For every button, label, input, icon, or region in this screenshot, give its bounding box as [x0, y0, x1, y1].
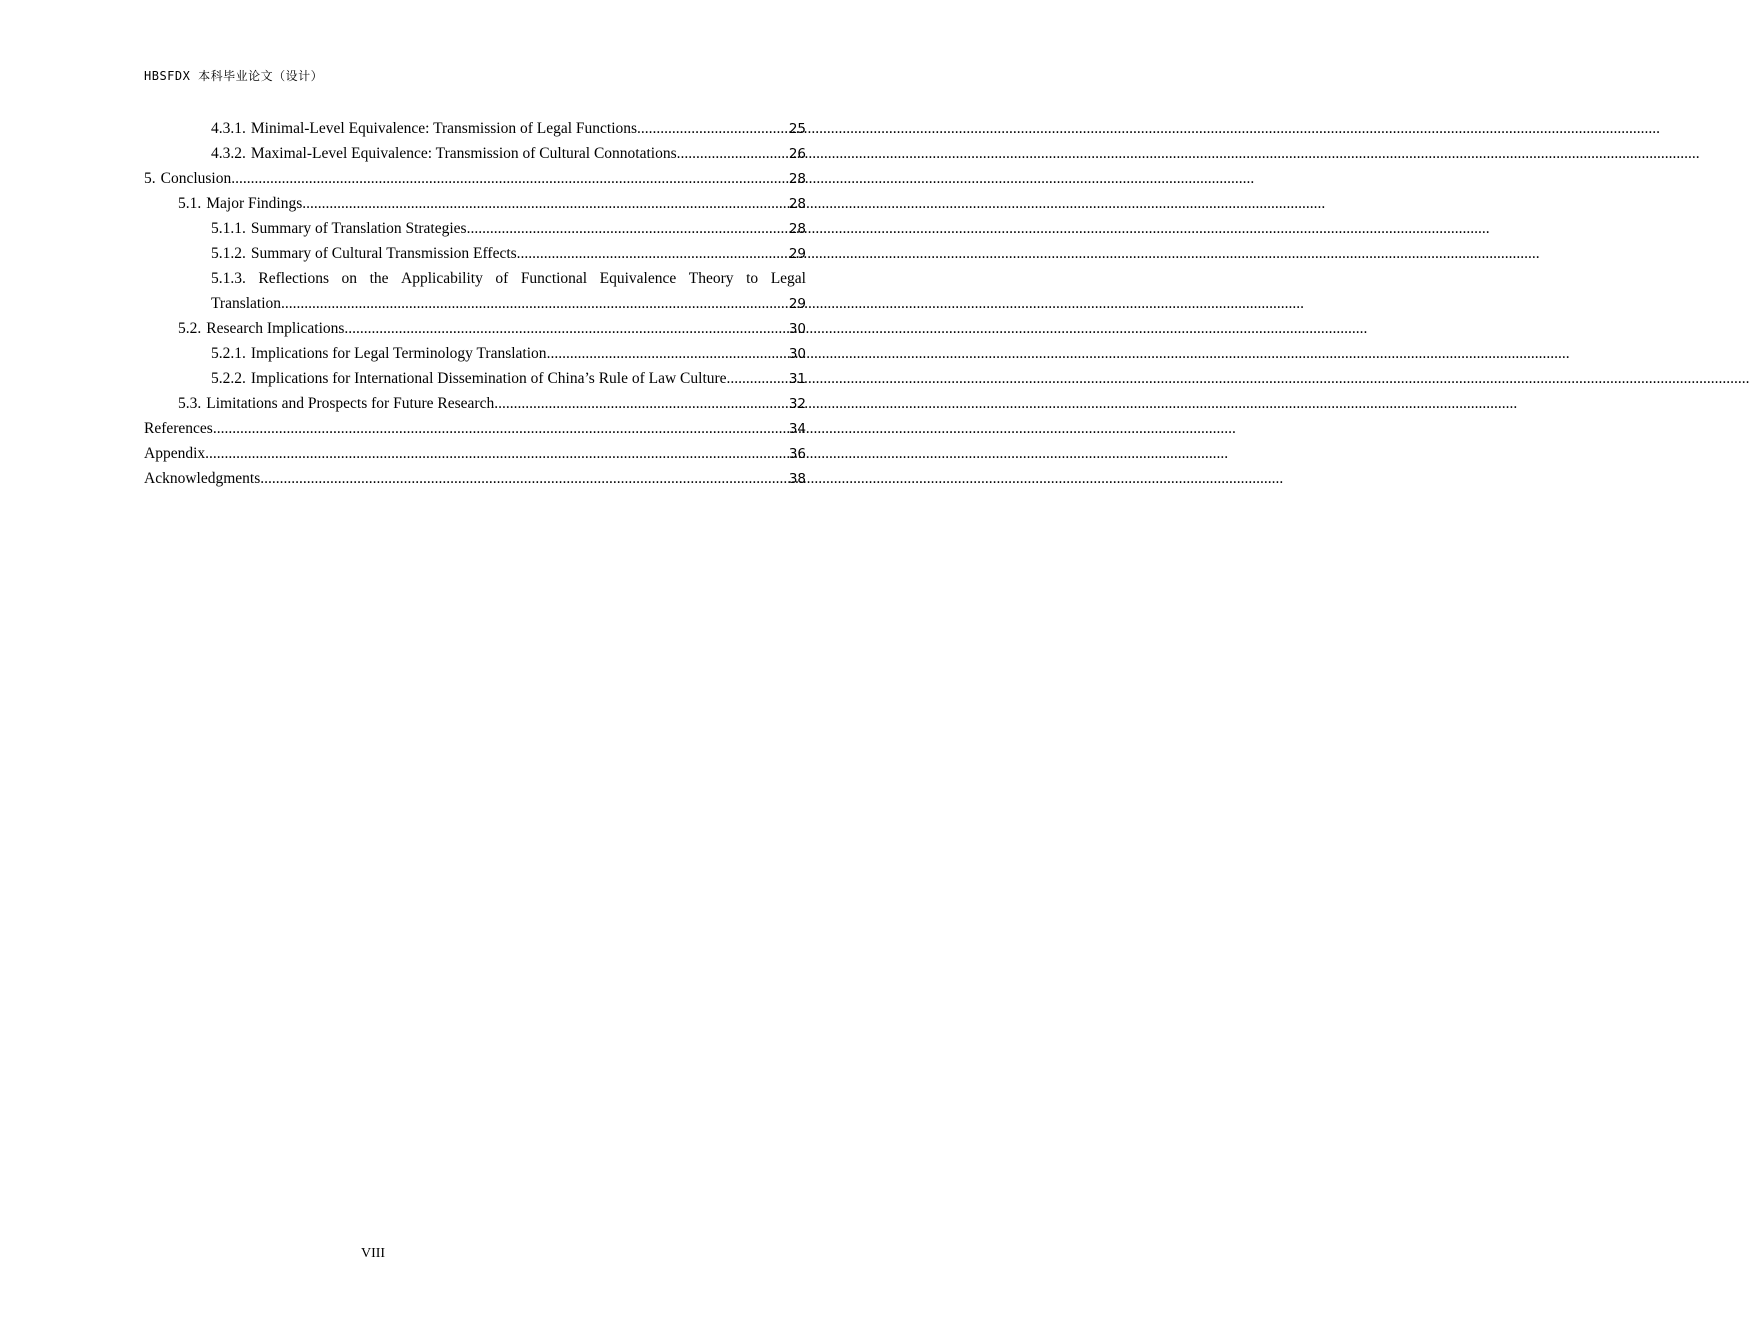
toc-entry-references[interactable] [144, 416, 806, 441]
toc-leader-dots [344, 316, 788, 341]
toc-leader-dots [231, 166, 789, 191]
toc-entry-title: Major Findings [206, 195, 303, 212]
toc-entry-title: Acknowledgments [144, 470, 261, 487]
toc-leader-dots [467, 216, 789, 241]
toc-entry-title: Appendix [144, 445, 206, 462]
toc-entry-page: 36 [788, 446, 806, 462]
toc-entry-5-3[interactable] [144, 391, 806, 416]
toc-title-word: Functional [520, 270, 588, 287]
toc-leader-dots [213, 416, 789, 441]
toc-leader-dots [281, 291, 789, 316]
toc-entry-page: 32 [788, 396, 806, 412]
toc-leader-dots [677, 141, 789, 166]
toc-entry-number: 5.2. [178, 320, 202, 337]
toc-entry-5-2-1[interactable] [144, 341, 806, 366]
toc-title-word: Legal [770, 270, 806, 287]
toc-entry-number: 4.3.1. [211, 120, 246, 137]
toc-entry-title: Minimal-Level Equivalence: Transmission of Legal Functions [250, 120, 638, 137]
toc-title-word: Applicability [401, 270, 483, 287]
toc-entry-page: 34 [788, 421, 806, 437]
toc-leader-dots [547, 341, 789, 366]
toc-entry-5-2-2[interactable] [144, 366, 806, 391]
toc-entry-title: Translation [211, 295, 282, 312]
toc-entry-page: 31 [788, 371, 806, 387]
toc-entry-5-1[interactable] [144, 191, 806, 216]
toc-entry-title: Implications for International Dissemination of China’s Rule of Law Culture [250, 370, 727, 387]
toc-entry-number: 5.1. [178, 195, 202, 212]
toc-entry-number: 4.3.2. [211, 145, 246, 162]
toc-entry-title: Limitations and Prospects for Future Research [206, 395, 495, 412]
toc-entry-appendix[interactable] [144, 441, 806, 466]
toc-leader-dots [494, 391, 789, 416]
toc-entry-number: 5. [144, 170, 156, 187]
page-header: HBSFDX 本科毕业论文（设计） [144, 69, 324, 83]
toc-entry-title: Research Implications [206, 320, 345, 337]
toc-entry-page: 25 [788, 121, 806, 137]
toc-entry-number: 5.3. [178, 395, 202, 412]
toc-title-word: the [369, 270, 389, 287]
toc-entry-5-1-1[interactable] [144, 216, 806, 241]
toc-entry-page: 38 [788, 471, 806, 487]
toc-entry-title: Conclusion [160, 170, 232, 187]
toc-entry-4-3-1[interactable] [144, 116, 806, 141]
toc-entry-page: 29 [788, 296, 806, 312]
toc-leader-dots [517, 241, 789, 266]
toc-title-word: Theory [688, 270, 734, 287]
toc-entry-title: Summary of Translation Strategies [250, 220, 467, 237]
toc-entry-title: References [144, 420, 213, 437]
toc-entry-page: 26 [788, 146, 806, 162]
toc-entry-5-1-3[interactable] [144, 266, 806, 316]
toc-entry-number: 5.1.2. [211, 245, 246, 262]
toc-entry-5-1-2[interactable] [144, 241, 806, 266]
toc-entry-page: 28 [788, 171, 806, 187]
toc-entry-title-line-1 [211, 266, 806, 291]
toc-leader-dots [302, 191, 789, 216]
toc-entry-number: 5.1.1. [211, 220, 246, 237]
page-number: VIII [361, 1246, 386, 1261]
toc-leader-dots [260, 466, 789, 491]
toc-leader-dots [637, 116, 789, 141]
toc-title-word: Reflections [258, 270, 329, 287]
toc-entry-page: 30 [788, 346, 806, 362]
toc-entry-acknowledgments[interactable] [144, 466, 806, 491]
toc-entry-page: 28 [788, 221, 806, 237]
toc-title-word: to [746, 270, 759, 287]
toc-entry-5[interactable] [144, 166, 806, 191]
toc-entry-page: 29 [788, 246, 806, 262]
toc-title-word: Equivalence [599, 270, 677, 287]
table-of-contents [144, 116, 806, 491]
toc-title-word: on [341, 270, 358, 287]
toc-entry-page: 28 [788, 196, 806, 212]
toc-leader-dots [727, 366, 789, 391]
toc-entry-5-2[interactable] [144, 316, 806, 341]
toc-entry-title-line-2 [211, 291, 806, 316]
toc-entry-title: Implications for Legal Terminology Translation [250, 345, 547, 362]
toc-entry-title: Maximal-Level Equivalence: Transmission of Cultural Connotations [250, 145, 677, 162]
toc-leader-dots [205, 441, 789, 466]
toc-entry-number: 5.2.2. [211, 370, 246, 387]
toc-entry-number: 5.1.3. [211, 270, 246, 287]
toc-entry-number: 5.2.1. [211, 345, 246, 362]
toc-entry-title: Summary of Cultural Transmission Effects [250, 245, 517, 262]
toc-title-word: of [495, 270, 509, 287]
toc-entry-4-3-2[interactable] [144, 141, 806, 166]
toc-entry-page: 30 [788, 321, 806, 337]
